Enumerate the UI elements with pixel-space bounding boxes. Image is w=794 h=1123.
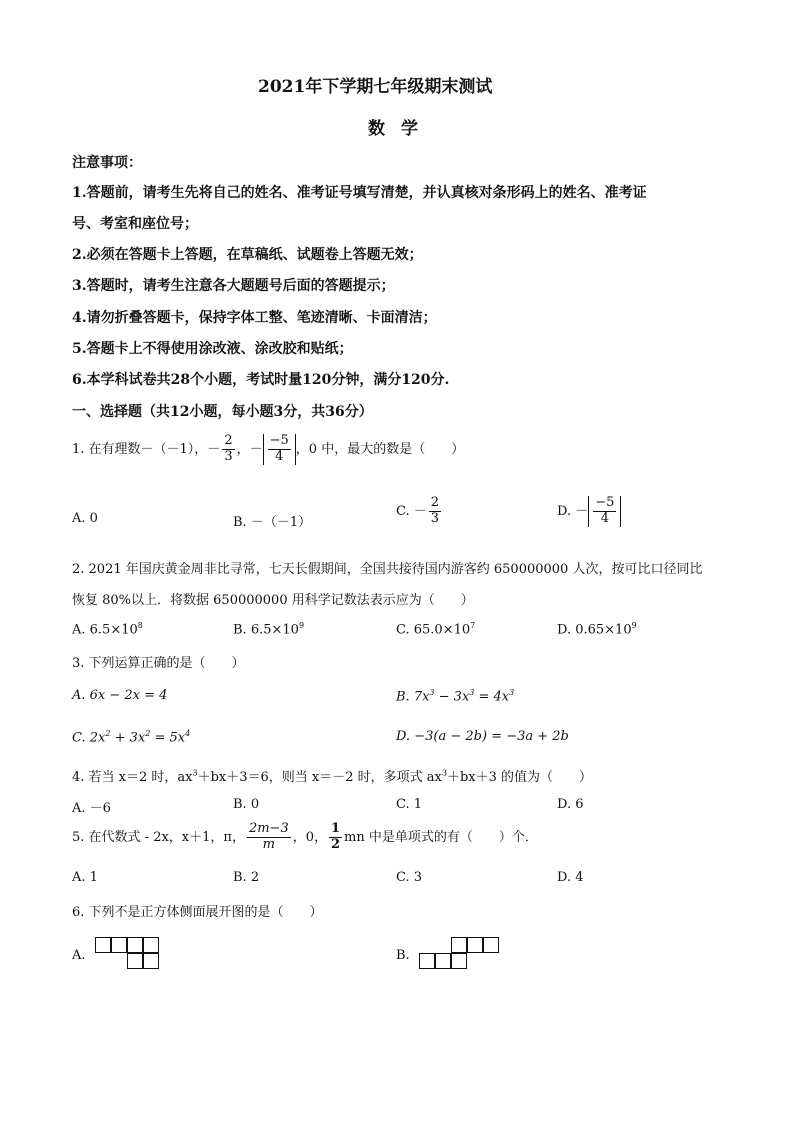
q3-option-d[interactable]: D. −3(a − 2b) = −3a + 2b xyxy=(396,729,569,744)
q1-option-d[interactable]: D. － $\frac{-5}{4}$ xyxy=(557,496,621,527)
q4-option-b[interactable]: B. 0 xyxy=(233,797,260,812)
question-6-stem: 6. 下列不是正方体侧面展开图的是（ ） xyxy=(72,905,323,920)
exam-title: 2021年下学期七年级期末测试 xyxy=(258,77,493,97)
note-line-3: 2.必须在答题卡上答题，在草稿纸、试题卷上答题无效； xyxy=(72,247,423,263)
q6-option-b-label[interactable]: B. xyxy=(396,948,410,963)
section-heading-choice: 一、选择题（共12小题，每小题3分，共36分） xyxy=(72,404,373,420)
question-3-stem: 3. 下列运算正确的是（ ） xyxy=(72,656,245,671)
subject-title: 数学 xyxy=(368,119,434,139)
note-line-1: 1.答题前，请考生先将自己的姓名、准考证号填写清楚，并认真核对条形码上的姓名、准考证 xyxy=(72,185,647,201)
q2-option-c[interactable]: C. $65.0\times 10^7$ xyxy=(396,621,476,638)
notes-heading: 注意事项： xyxy=(72,155,142,171)
q5-option-a[interactable]: A. 1 xyxy=(72,870,98,885)
note-line-2: 号、考室和座位号； xyxy=(72,216,198,232)
fraction-neg-2-3: $\frac{2}{3}$ xyxy=(224,433,233,464)
cube-net-b[interactable] xyxy=(419,937,505,973)
q3-option-a[interactable]: A. 6x − 2x = 4 xyxy=(72,688,168,703)
q3-option-b[interactable]: B. $7x^3 - 3x^3 = 4x^3$ xyxy=(396,688,515,705)
note-line-6: 5.答题卡上不得使用涂改液、涂改胶和贴纸； xyxy=(72,341,353,357)
q5-option-d[interactable]: D. 4 xyxy=(557,870,584,885)
fraction-2m-3-over-m: $\frac{2m-3}{m}$ xyxy=(248,821,289,852)
q6-option-a-label[interactable]: A. xyxy=(72,948,86,963)
q2-option-b[interactable]: B. $6.5\times 10^9$ xyxy=(233,621,305,638)
question-4-stem: 4. 若当 x＝2 时，$ax^3+bx+3=6$，则当 x＝－2 时，多项式 $ax^3+bx+3$ 的值为（ ） xyxy=(72,768,593,785)
q4-option-d[interactable]: D. 6 xyxy=(557,797,584,812)
q1-option-b[interactable]: B. －（－1） xyxy=(233,515,312,530)
question-5-stem: 5. 在代数式 - 2x，x＋1，π， $\frac{2m-3}{m}$ ，0， $\frac{1}{2}$ mn 中是单项式的有（ ）个． xyxy=(72,821,538,852)
q1-option-c[interactable]: C. － $\frac{2}{3}$ xyxy=(396,495,440,526)
note-line-7: 6.本学科试卷共28个小题，考试时量120分钟，满分120分. xyxy=(72,372,450,388)
note-line-5: 4.请勿折叠答题卡，保持字体工整、笔迹清晰、卡面清洁； xyxy=(72,310,437,326)
q2-option-d[interactable]: D. $0.65\times 10^9$ xyxy=(557,621,637,638)
question-1-stem: 1. 在有理数－（－1），－ $\frac{2}{3}$ ，－ $\frac{-5}{4}$ ，0 中，最大的数是（ ） xyxy=(72,433,465,464)
question-2-line-2: 恢复 80%以上．将数据 650000000 用科学记数法表示应为（ ） xyxy=(72,593,474,608)
q2-option-a[interactable]: A. $6.5\times 10^8$ xyxy=(72,621,143,638)
q5-option-b[interactable]: B. 2 xyxy=(233,870,260,885)
note-line-4: 3.答题时，请考生注意各大题题号后面的答题提示； xyxy=(72,278,395,294)
q5-option-c[interactable]: C. 3 xyxy=(396,870,423,885)
fraction-one-half: $\frac{1}{2}$ xyxy=(331,821,341,852)
q4-option-a[interactable]: A. －6 xyxy=(72,801,111,816)
cube-net-a[interactable] xyxy=(95,937,165,973)
q1-option-a[interactable]: A. 0 xyxy=(72,511,98,526)
q4-option-c[interactable]: C. 1 xyxy=(396,797,423,812)
absolute-value: $\frac{-5}{4}$ xyxy=(263,434,296,465)
q3-option-c[interactable]: C. $2x^2 + 3x^2 = 5x^4$ xyxy=(72,729,191,746)
question-2-line-1: 2. 2021 年国庆黄金周非比寻常，七天长假期间，全国共接待国内游客约 650000000 人次，按可比口径同比 xyxy=(72,562,703,577)
